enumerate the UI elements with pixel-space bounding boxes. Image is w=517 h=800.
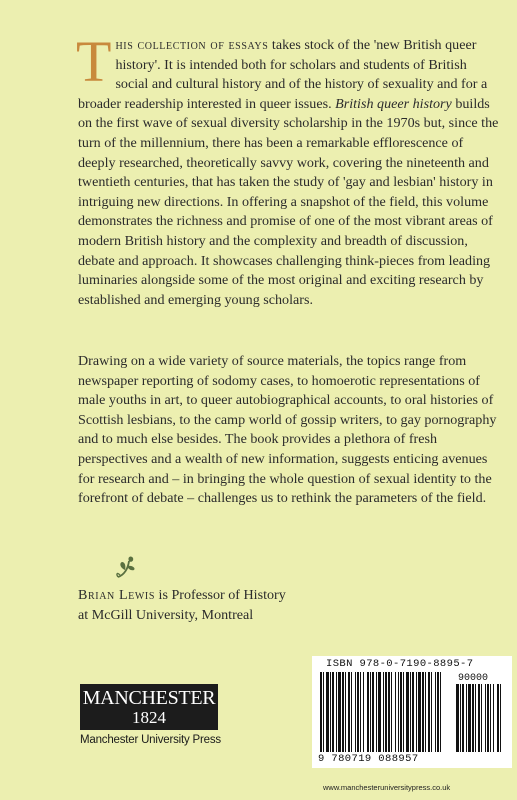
addon-bar: [475, 684, 476, 752]
book-title-italic: British queer history: [335, 95, 452, 112]
barcode-bar: [372, 672, 374, 752]
addon-bar: [478, 684, 480, 752]
blurb-paragraph-2: Drawing on a wide variety of source materials, the topics range from newspaper reporting of sodomy cases, to homoerotic representations of male youths in art, to queer autobiographical accounts, to oral histories of Scottish lesbians, to the camp world of gossip writers, to gay pornography and to much else besides. The book provides a plethora of fresh perspectives and a wealth of new information, suggests enticing avenues for research and – in bringing the whole question of sexual identity to the forefront of debate – challenges us to rethink the parameters of the field.: [78, 353, 497, 507]
barcode-bar: [342, 672, 344, 752]
barcode-bar: [400, 672, 402, 752]
barcode-bars: [318, 672, 506, 754]
barcode-bar: [412, 672, 414, 752]
addon-bar: [497, 684, 499, 752]
addon-bar: [487, 684, 489, 752]
barcode-bar: [376, 672, 377, 752]
publisher-logo: [80, 684, 218, 730]
addon-bar: [460, 684, 461, 752]
barcode-bar: [422, 672, 424, 752]
barcode-bar: [345, 672, 346, 752]
barcode-bar: [378, 672, 381, 752]
barcode-bar: [336, 672, 337, 752]
author-bio-line-1: is Professor of History: [155, 587, 286, 603]
barcode-bar: [418, 672, 421, 752]
barcode-bar: [428, 672, 430, 752]
barcode-bar: [410, 672, 411, 752]
blurb-p1-part-a: takes stock of the 'new British queer history'. It is intended both for scholars and students of British social and cultural history and of the history of sexuality and for a broader readership interested in queer issues.: [78, 37, 488, 112]
addon-bar: [466, 684, 467, 752]
addon-bar: [472, 684, 474, 752]
barcode-bar: [425, 672, 426, 752]
price-code: 90000: [458, 673, 489, 684]
barcode-bar: [323, 672, 324, 752]
logo-year: 1824: [132, 708, 166, 727]
barcode-bar: [388, 672, 390, 752]
barcode-bar: [367, 672, 369, 752]
barcode-bar: [398, 672, 399, 752]
addon-bar: [462, 684, 464, 752]
barcode-bar: [391, 672, 392, 752]
drop-cap: T: [76, 29, 112, 94]
barcode-bar: [351, 672, 352, 752]
barcode-bar: [431, 672, 432, 752]
author-name: Brian Lewis: [78, 587, 156, 603]
barcode-bar: [385, 672, 387, 752]
addon-bar: [468, 684, 471, 752]
addon-bar: [490, 684, 491, 752]
barcode-bar: [406, 672, 409, 752]
barcode-bar: [435, 672, 436, 752]
barcode-bar: [320, 672, 322, 752]
lead-smallcaps: his collection of essays: [115, 37, 269, 53]
barcode-digits: 9 780719 088957: [318, 753, 419, 765]
addon-bar: [500, 684, 501, 752]
blurb-p1-part-b: builds on the first wave of sexual diversity scholarship in the 1970s but, since the turn of the millennium, there has been a remarkable efflorescence of deeply researched, theoretically savvy work, covering the nineteenth and twentieth centuries, that has taken the study of 'gay and lesbian' history in intriguing new directions. In offering a snapshot of the field, this volume demonstrates the richness and promise of one of the most vibrant areas of modern British history and the complexity and breadth of discussion, debate and approach. It showcases challenging think-pieces from leading luminaries alongside some of the most original and exciting research by established and emerging young scholars.: [78, 95, 499, 308]
author-bio: [78, 586, 378, 625]
addon-bar: [485, 684, 486, 752]
barcode-bar: [440, 672, 441, 752]
author-bio-line-2: at McGill University, Montreal: [78, 606, 254, 623]
barcode-bar: [363, 672, 364, 752]
barcode-bar: [330, 672, 331, 752]
barcode-bar: [332, 672, 334, 752]
addon-bar: [481, 684, 482, 752]
barcode-bar: [403, 672, 404, 752]
barcode-bar: [338, 672, 341, 752]
barcode-bar: [383, 672, 384, 752]
barcode-bar: [395, 672, 396, 752]
barcode-bar: [326, 672, 329, 752]
barcode-bar: [416, 672, 417, 752]
barcode-bar: [348, 672, 350, 752]
website-url: www.manchesteruniversitypress.co.uk: [323, 783, 451, 792]
isbn-text: ISBN 978-0-7190-8895-7: [326, 658, 474, 670]
publisher-name: Manchester University Press: [80, 734, 221, 746]
barcode: [312, 656, 512, 768]
blurb-paragraph-1: [76, 29, 503, 310]
barcode-bar: [355, 672, 356, 752]
barcode-bar: [437, 672, 439, 752]
barcode-bar: [370, 672, 371, 752]
barcode-bar: [360, 672, 361, 752]
leaf-ornament-icon: [114, 555, 144, 581]
barcode-bar: [357, 672, 359, 752]
addon-bar: [493, 684, 494, 752]
logo-name: MANCHESTER: [82, 687, 216, 709]
addon-bar: [456, 684, 459, 752]
